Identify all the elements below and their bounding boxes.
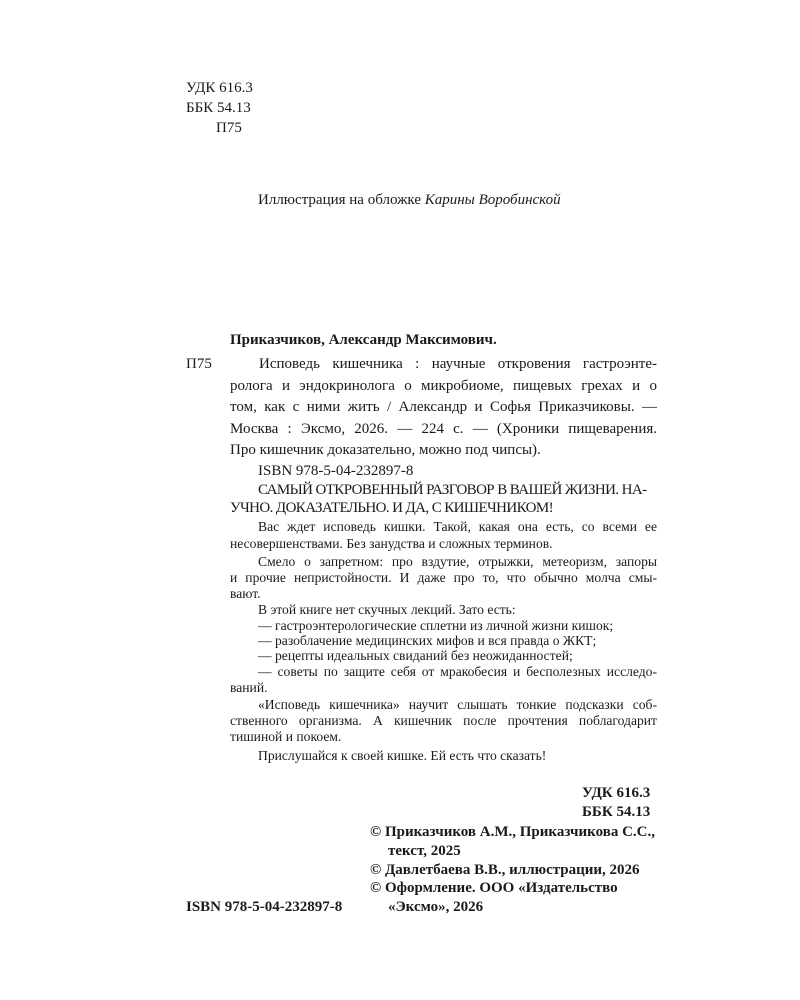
bib-line: Исповедь кишечника : научные откровения гастроэнте- <box>259 356 657 372</box>
annotation-line: — разоблачение медицинских мифов и вся правда о ЖКТ; <box>258 633 597 648</box>
annotation-line: Прислушайся к своей кишке. Ей есть что сказать! <box>258 748 547 763</box>
annotation-line: ственного организма. А кишечник после прочтения поблагодарит <box>230 713 657 728</box>
illustration-label: Иллюстрация на обложке <box>258 192 422 208</box>
copyright-line: © Приказчиков А.М., Приказчикова С.С., <box>370 824 655 840</box>
footer-isbn: ISBN 978-5-04-232897-8 <box>186 899 343 915</box>
bib-line: том, как с ними жить / Александр и Софья Приказчиковы. — <box>230 399 657 415</box>
udk-code: УДК 616.3 <box>186 80 253 96</box>
copyright-line: «Эксмо», 2026 <box>388 899 484 915</box>
bib-mark: П75 <box>186 356 212 372</box>
annotation-headline: САМЫЙ ОТКРОВЕННЫЙ РАЗГОВОР В ВАШЕЙ ЖИЗНИ. НА- <box>258 482 647 498</box>
illustration-credit <box>258 193 561 208</box>
annotation-line: Смело о запретном: про вздутие, отрыжки, метеоризм, запоры <box>258 554 657 569</box>
annotation-headline: УЧНО. ДОКАЗАТЕЛЬНО. И ДА, С КИШЕЧНИКОМ! <box>230 500 554 516</box>
copyright-line: © Оформление. ООО «Издательство <box>370 880 618 896</box>
bib-isbn: ISBN 978-5-04-232897-8 <box>258 463 414 479</box>
annotation-line: «Исповедь кишечника» научит слышать тонкие подсказки соб- <box>258 697 657 712</box>
annotation-line: — гастроэнтерологические сплетни из личной жизни кишок; <box>258 618 614 633</box>
copyright-line: текст, 2025 <box>388 843 461 859</box>
annotation-line: и прочие непристойности. И даже про то, что обычно молча смы- <box>230 570 657 585</box>
bib-line: Про кишечник доказательно, можно под чипсы). <box>230 442 541 458</box>
annotation-line: несовершенствами. Без занудства и сложных терминов. <box>230 536 553 551</box>
annotation-line: Вас ждет исповедь кишки. Такой, какая она есть, со всеми ее <box>258 519 657 534</box>
bib-line: ролога и эндокринолога о микробиоме, пищевых грехах и о <box>230 378 657 394</box>
annotation-line: ваний. <box>230 680 268 695</box>
annotation-line: — рецепты идеальных свиданий без неожиданностей; <box>258 648 573 663</box>
illustration-artist: Карины Воробинской <box>424 192 561 208</box>
annotation-line: — советы по защите себя от мракобесия и бесполезных исследо- <box>258 664 657 679</box>
footer-bbk: ББК 54.13 <box>582 804 651 820</box>
copyright-line: © Давлетбаева В.В., иллюстрации, 2026 <box>370 862 640 878</box>
annotation-line: вают. <box>230 586 261 601</box>
annotation-line: В этой книге нет скучных лекций. Зато есть: <box>258 602 516 617</box>
bib-line: Москва : Эксмо, 2026. — 224 с. — (Хроники пищеварения. <box>230 421 657 437</box>
bbk-code: ББК 54.13 <box>186 100 251 116</box>
author-mark: П75 <box>216 120 242 136</box>
annotation-line: тишиной и покоем. <box>230 729 342 744</box>
bib-author: Приказчиков, Александр Максимович. <box>230 332 497 348</box>
footer-udk: УДК 616.3 <box>582 785 651 801</box>
